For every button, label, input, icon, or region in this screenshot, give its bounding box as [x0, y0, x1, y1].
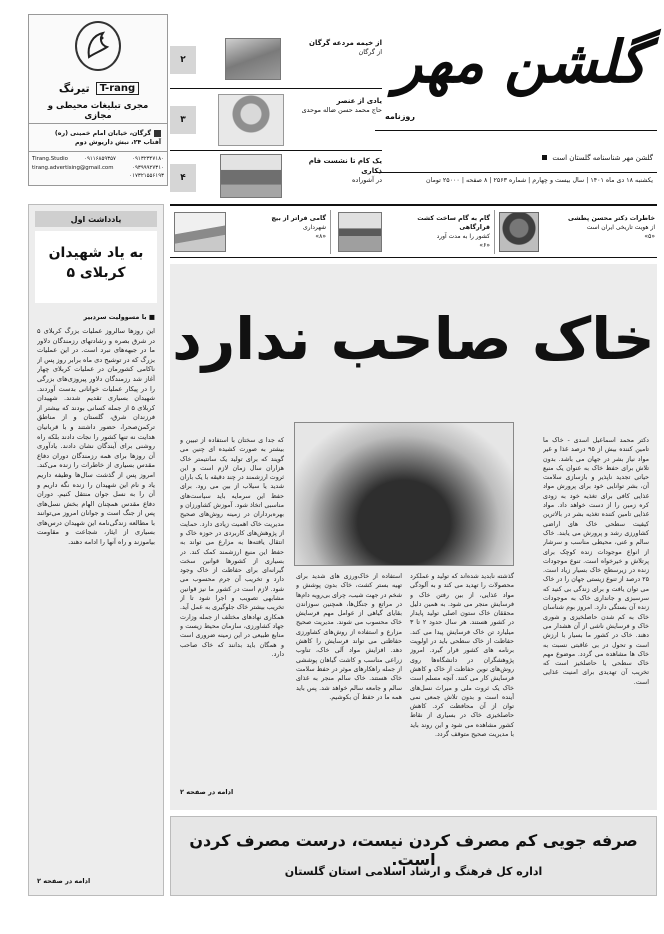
advert-address2: آفتاب ۲۴، نبش داریوش دوم — [74, 139, 161, 146]
advert-address: گرگان، خیابان امام خمینی (ره) — [54, 130, 151, 137]
teaser-item[interactable] — [170, 94, 382, 146]
advert-brand-en: T-rang — [96, 82, 139, 95]
mini-story[interactable] — [172, 210, 328, 256]
teaser-text — [286, 156, 382, 185]
issue-line: یکشنبه ۱۸ دی ماه ۱۴۰۱ | سال بیست و چهارم | شماره ۲۵۶۳ | ۸ صفحه | ۲۵۰۰۰ تومان — [425, 177, 653, 184]
teaser-page-badge: ۲ — [170, 46, 196, 74]
teaser-title: یادی از عنصر — [336, 97, 382, 105]
advert-contacts — [32, 155, 164, 181]
mini-story-title: گام به گام ساخت کشت قرارگاهی — [417, 215, 490, 231]
masthead-logo: گلشن مهر — [394, 28, 647, 96]
masthead — [375, 12, 657, 197]
note-continued: ادامه در صفحه ۲ — [37, 877, 91, 885]
tagline-bullet-icon — [542, 155, 547, 160]
lead-continued: ادامه در صفحه ۲ — [180, 788, 234, 796]
teaser-page-badge: ۳ — [170, 106, 196, 134]
advert-rule — [29, 123, 167, 124]
advert-phone2: ۰۹۱۳۲۳۴۷۱۸۰ — [132, 156, 164, 162]
teaser-subtitle: از گرگان — [358, 48, 382, 56]
mini-story-subtitle: کشور را به مدت آورد — [436, 233, 490, 240]
masthead-issue-rule — [375, 172, 657, 173]
note-title-box — [35, 231, 157, 303]
mini-stories-row — [170, 204, 657, 258]
teaser-subtitle: حاج محمد حسن ضاله موحدی — [301, 106, 382, 114]
mini-story-title: گامی فراتر از بیچ — [271, 215, 326, 222]
note-title-line2: کربلای ۵ — [66, 265, 126, 281]
teaser-item[interactable] — [170, 36, 382, 84]
advert-rule — [29, 151, 167, 152]
advert-email[interactable]: tirang.advertising@gmail.com — [32, 164, 114, 171]
masthead-underline — [375, 130, 657, 131]
teaser-subtitle: در آشوراده — [352, 176, 382, 184]
teaser-divider — [170, 150, 382, 151]
lead-headline: خاک صاحب ندارد — [172, 305, 655, 373]
mini-story[interactable] — [334, 210, 492, 256]
note-author: ■ با مسوولیت سردبیر — [83, 313, 155, 321]
mini-story-text — [232, 214, 326, 241]
masthead-tagline — [542, 154, 653, 162]
teaser-text — [288, 96, 382, 115]
mini-story-page: «۸» — [315, 233, 326, 240]
banner-slogan: صرفه جویی کم مصرف کردن نیست، درست مصرف کردن است. — [189, 831, 638, 869]
bottom-banner — [170, 816, 657, 896]
mini-story-page: «۶» — [479, 242, 490, 249]
mini-story-subtitle: شهرداری — [302, 224, 326, 231]
mini-story-text — [543, 214, 655, 241]
advert-phone1: ۰۹۱۱۶۸۵۹۳۵۷ — [84, 156, 116, 162]
note-column — [28, 204, 164, 896]
mini-story-portrait — [499, 212, 539, 252]
teaser-item[interactable] — [170, 154, 382, 200]
teaser-title: یک کام تا نشست فام ذکاری — [308, 157, 382, 175]
teaser-thumbnail — [225, 38, 281, 80]
mini-story-thumbnail — [174, 212, 226, 252]
lead-col-3: استفاده از خاک‌ورزی های شدید برای تهیه بستر کشت، خاک بدون پوشش و شخم در جهت شیب، چرای بی‌رویه دام‌ها در مراتع و جنگل‌ها، همچنین سوزاندن بقایای گیاهی از عوامل مهم فرسایش خاک محسوب می شوند. مدیریت صحیح مزارع و استفاده از روش‌های کشاورزی حفاظتی می تواند فرسایش را کاهش دهد. افزایش مواد آلی خاک، تناوب زراعی مناسب و کاشت گیاهان پوششی از جمله راهکارهای موثر در حفظ سلامت خاک هستند. خاک سالم منجر به غذای سالم و جامعه سالم خواهد شد. پس باید همه ما در حفظ آن بکوشیم. — [296, 573, 402, 701]
lead-col-2: گذشته نابدید شده‌اند که تولید و عملکرد محصولات را تهدید می کند و به آلودگی مواد غذایی، از بین رفتن خاک و فرسایش منجر می شود. به همین دلیل محققان خاک ستون اصلی تولید پایدار در کشور هستند. هر سال حدود ۲ تا ۳ میلیارد تن خاک فرسایش پیدا می کند. حفاظت از خاک سطحی باید در اولویت برنامه های کشور قرار گیرد. امروز پژوهشگران در دانشگاه‌ها روی روش‌های نوین حفاظت از خاک و کاهش فرسایش کار می کنند. آنچه مسلم است خاک یک ثروت ملی و میراث نسل‌های آینده است و بدون تلاش جمعی نمی توان از آن محافظت کرد. کاهش حاصلخیزی خاک در بسیاری از نقاط کشور مشاهده می شود و این روند باید با مدیریت صحیح متوقف گردد. — [410, 573, 514, 739]
advert-brand-fa: تیرنگ — [58, 81, 90, 95]
lead-photo-soil-hands — [294, 422, 514, 566]
teaser-portrait — [218, 94, 284, 146]
advert-slogan: مجری تبلیغات محیطی و مجازی — [47, 101, 149, 121]
masthead-daily-label: روزنامه — [385, 112, 415, 121]
mini-story-divider — [494, 210, 495, 254]
teaser-divider — [170, 88, 382, 89]
teaser-page-badge: ۴ — [170, 164, 196, 192]
mini-story-title: خاطرات دکتر محسن پطشی — [568, 215, 655, 222]
lead-col-4: که جدا ی سختان با استفاده از تبیین و بیشتر به صورت کشیده ای چنین می گویند که برای تولید یک سانتیمتر خاک هزاران سال زمان لازم است و این ثروت ارزشمند در چند دقیقه با یک باران شدید یا سیلاب از بین می رود. برای حفظ این سرمایه باید سیاست‌های مناسبی اتخاذ شود. آموزش کشاورزان و بهره‌برداران در زمینه روش‌های صحیح مدیریت خاک اهمیت زیادی دارد. حمایت از پژوهش‌های کاربردی در حوزه خاک و انتقال یافته‌ها به مزارع می تواند به حفظ این منبع ارزشمند کمک کند. در بسیاری از کشورها قوانین سخت گیرانه‌ای برای حفاظت از خاک وجود دارد و تخریب آن جرم محسوب می شود. لازم است در کشور ما نیز قوانین مشابهی تصویب و اجرا شود تا از تخریب بیشتر خاک جلوگیری به عمل آید. همکاری نهادهای مختلف از جمله وزارت جهاد کشاورزی، سازمان محیط زیست و منابع طبیعی در این زمینه ضروری است و همگان باید بدانند که خاک صاحب دارد. — [180, 437, 284, 658]
lead-col-1: دکتر محمد اسماعیل اسدی - خاک ما تامین کننده بیش از ۹۵ درصد غذا و غیر مواد نیاز بشر در جهان می باشد. بدون تلاش برای حفظ خاک به عنوان یک منبع حیاتی تجدید ناپذیر و بازسازی سلامت آن، بشر توانایی خود برای پرورش مواد غذایی کافی برای تغذیه خود به زودی کره زمین را از دست خواهد داد. مواد غذایی تامین کننده تغذیه بشر در بالاترین کیفیت سطحی خاک های اراضی کشاورزی رشد و پرورش می یابند. خاک سالم و غنی، محیطی مناسب و سرشار از انواع موجودات زنده کوچک برای پرتلاش و خیرخواه است. تنوع موجودات زنده در زیرسطح خاک بسیار زیاد است. ۲۵ درصد از تنوع زیستی جهان را در خاک می توان یافت و برای زندگی بی کنید که سرسبزی و جانداری خاک به موجودات زنده آن بستگی دارد. امروز بوم شناسان خاک به کم شدن حاصلخیزی و شوری خاک و فرسایش ناشی از آن هشدار می دهند. خاک در کشور ما بسیار با ارزش است و تحول در بی عاقبتی نسبت به خاک ها مشاهده می گردد. موضوع مهم خاک سطحی یا حاصلخیز است که تخریب آن تهدیدی برای امنیت غذایی است. — [543, 437, 649, 686]
advert-brand-row — [43, 79, 155, 97]
note-body: این روزها سالروز عملیات بزرگ کربلای ۵ در شرق بصره و رشادتهای رزمندگان دلاور ما در جبهه‌های نبرد است. در این عملیات بزرگ که در توشیح دی ماه برابر روز پس از ناکامی کشورمان در عملیات کربلای چهار آغاز شد رزمندگان دلاور پیروزی‌های بزرگی را در پیکار عملیات خوانانی بدست آوردند. شهیدان بسیاری تقدیم شدند. شهیدان کربلای ۵ از جمله کسانی بودند که بیشتر از فرزندان شرق، گلستان و از مناطق ترکمن‌صحرا، حضور داشتند و با قربانیان هدایت نه تنها کشور را نجات دادند بلکه راه روشنی برای آیندگان نشان دادند. یادآوری آن روزها برای همه رزمندگان دوران دفاع مقدس بسیاری از خاطرات را زنده می‌کند. امروز پس از گذشت سال‌ها وظیفه داریم یاد و نام این شهیدان را زنده نگه داریم و آن را به نسل جوان منتقل کنیم. دوران دفاع مقدس همچنان الهام بخش نسل‌های پس از جنگ است و جوانان امروز می‌توانند با مطالعه زندگی‌نامه این شهیدان درس‌های بسیاری از ایثار، شجاعت و مقاومت بیاموزند و راه آنها را ادامه دهند. — [37, 327, 155, 547]
teaser-title: از خیمه مردعه گرگان — [309, 39, 382, 47]
mini-story-page: «۵» — [644, 233, 655, 240]
banner-organization: اداره کل فرهنگ و ارشاد اسلامی استان گلستان — [284, 865, 543, 878]
advert-box[interactable] — [28, 14, 168, 186]
note-section-label: یادداشت اول — [70, 214, 122, 224]
advert-phone3: ۰۹۳۹۹۹۲۷۳۱۰ — [132, 164, 164, 171]
lead-story — [170, 264, 657, 810]
advert-address-block — [33, 129, 161, 147]
mini-story-thumbnail — [338, 212, 382, 252]
tagline-text: گلشن مهر شناسنامه گلستان است — [552, 154, 653, 162]
advert-phone4: ۰۱۷۳۲۱۵۵۶۱۹۳ — [129, 173, 164, 179]
home-icon — [154, 130, 161, 137]
mini-story[interactable] — [497, 210, 657, 256]
teaser-thumbnail — [220, 154, 282, 198]
teaser-column — [170, 16, 382, 196]
advert-bird-logo-icon — [75, 21, 121, 71]
note-title-line1: به یاد شهیدان — [48, 245, 144, 261]
note-section-tab — [35, 211, 157, 227]
advert-studio: Tirang.Studio — [32, 156, 68, 162]
mini-story-subtitle: از هویت تاریخی ایران است — [586, 224, 655, 231]
mini-story-text — [386, 214, 490, 250]
mini-story-divider — [330, 210, 331, 254]
teaser-text — [284, 38, 382, 57]
